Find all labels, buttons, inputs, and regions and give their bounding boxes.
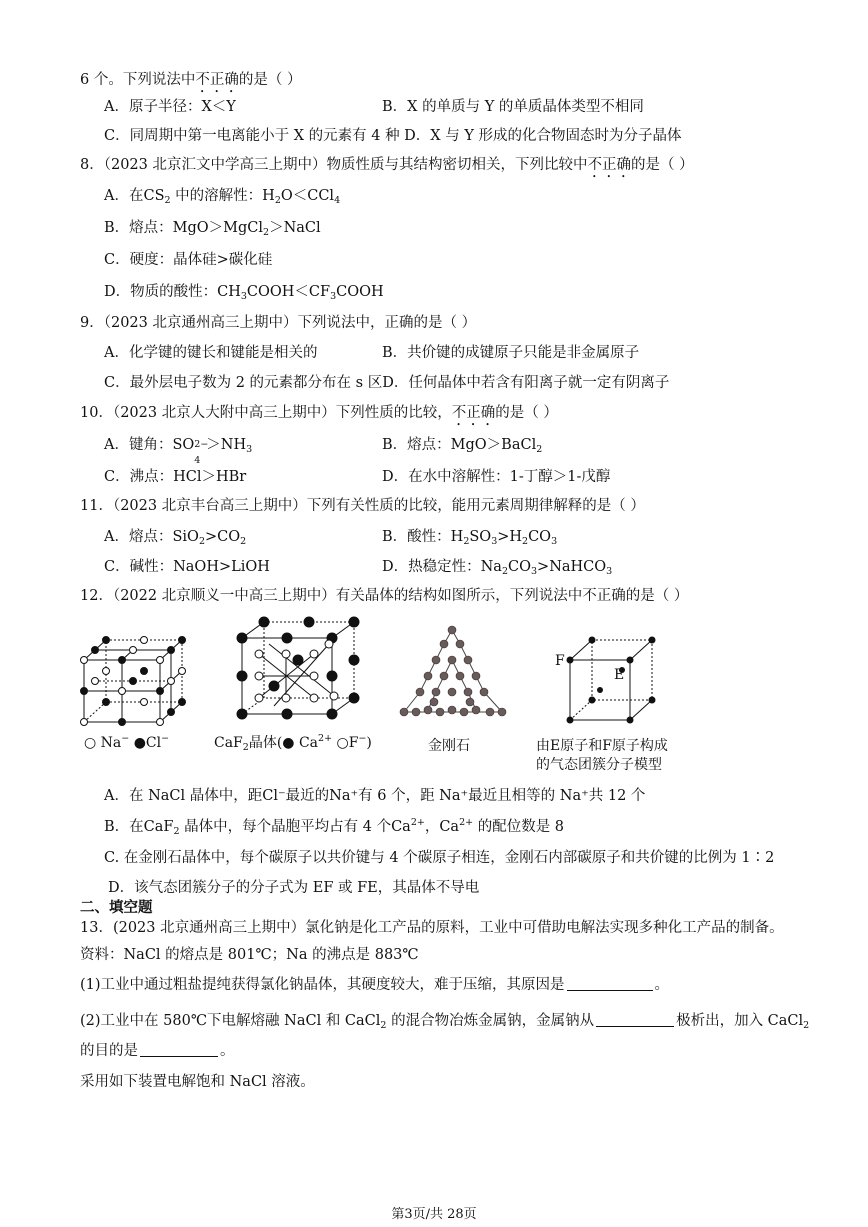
q13-part2: (2)工业中在 580℃下电解熔融 NaCl 和 CaCl$_2$ 的混合物冶炼金属钠，金属钠从 极析出，加入 CaCl$_2$ (80, 1013, 810, 1031)
q12-option-d: D．该气态团簇分子的分子式为 EF 或 FE，其晶体不导电 (108, 880, 480, 896)
answer-blank[interactable] (567, 976, 653, 991)
q11-option-a: A．熔点：$SiO_2>CO_2$ (104, 529, 247, 547)
q7-option-b: B．X 的单质与 Y 的单质晶体类型不相同 (382, 99, 644, 115)
q11-option-c: C．碱性：NaOH>LiOH (104, 559, 270, 575)
caf2-legend: CaF$_2$晶体(● $Ca^{2+}$ ○F−) (214, 733, 372, 753)
q13-part1: (1)工业中通过粗盐提纯获得氯化钠晶体，其硬度较大，难于压缩，其原因是 。 (80, 977, 670, 993)
q9-option-cd: C．最外层电子数为 2 的元素都分布在 s 区D．任何晶体中若含有阳离子就一定有阴离子 (104, 375, 670, 391)
q9-option-b: B．共价键的成键原子只能是非金属原子 (382, 345, 640, 361)
q7-option-cd: C．同周期中第一电离能小于 X 的元素有 4 种 D．X 与 Y 形成的化合物固态时为分子晶体 (104, 128, 682, 144)
page-footer: 第3页/共 28页 (391, 1207, 477, 1222)
q13-stem: 13．(2023 北京通州高三上期中）氯化钠是化工产品的原料，工业中可借助电解法实现多种化工产品的制备。 (80, 920, 784, 936)
diamond-crystal-figure (394, 624, 512, 724)
q13-part3: 采用如下装置电解饱和 NaCl 溶液。 (80, 1074, 315, 1090)
q9-stem: 9．（2023 北京通州高三上期中）下列说法中，正确的是（ ） (80, 315, 477, 331)
cluster-molecule-figure (550, 630, 660, 726)
cluster-caption-1: 由E原子和F原子构成 (536, 738, 668, 754)
q8-option-b: B．熔点：MgO＞MgCl$_2$＞NaCl (104, 220, 321, 238)
answer-blank[interactable] (596, 1012, 674, 1027)
q10-stem: 10．（2023 北京人大附中高三上期中）下列性质的比较，不正确的是（ ） (80, 405, 558, 421)
q10-option-d: D．在水中溶解性：1-丁醇＞1-戊醇 (382, 469, 611, 485)
diamond-caption: 金刚石 (428, 738, 470, 754)
q8-option-c: C．硬度：晶体硅>碳化硅 (104, 252, 273, 268)
q11-option-b: B．酸性：$H_2SO_3>H_2CO_3$ (382, 529, 558, 547)
q11-option-d: D．热稳定性：$Na_2CO_3>NaHCO_3$ (382, 559, 613, 577)
q12-option-b: B．在CaF$_2$ 晶体中，每个晶胞平均占有 4 个$Ca^{2+}$，$Ca^{2+}$ 的配位数是 8 (104, 817, 565, 837)
section-heading: 二、填空题 (80, 899, 153, 916)
q12-option-c: C. 在金刚石晶体中，每个碳原子以共价键与 4 个碳原子相连，金刚石内部碳原子和共价键的比例为 1∶2 (104, 850, 775, 866)
q10-option-a: A．键角：SO 2− 4 $>NH_3$ (104, 437, 253, 466)
nacl-crystal-figure (76, 630, 196, 730)
answer-blank[interactable] (140, 1042, 218, 1057)
cluster-caption-2: 的气态团簇分子模型 (536, 757, 662, 773)
q12-option-a: A．在 NaCl 晶体中，距Cl⁻最近的Na⁺有 6 个，距 Na⁺最近且相等的 Na⁺共 12 个 (104, 788, 646, 804)
q11-stem: 11．（2023 北京丰台高三上期中）下列有关性质的比较，能用元素周期律解释的是（ ） (80, 498, 645, 514)
q7-option-a: A．原子半径：X＜Y (104, 99, 236, 115)
label-f: F (555, 653, 565, 669)
q12-stem: 12．（2022 北京顺义一中高三上期中）有关晶体的结构如图所示，下列说法中不正确的是（ ） (80, 588, 689, 604)
q10-option-c: C．沸点：HCl＞HBr (104, 469, 247, 485)
q13-part2-cont: 的目的是 。 (80, 1043, 235, 1059)
q7-stem-line: 6 个。下列说法中不正确的是（ ） (80, 72, 302, 88)
q8-option-d: D．物质的酸性：$CH_3COOH<CF_3COOH$ (104, 284, 384, 302)
q10-option-b: B．熔点：MgO＞BaCl$_2$ (382, 437, 543, 455)
caf2-crystal-figure (234, 616, 364, 734)
nacl-legend: ○ Na− ●Cl− (84, 733, 170, 751)
label-e: E (614, 667, 625, 683)
q9-option-a: A．化学键的键长和键能是相关的 (104, 345, 318, 361)
q13-data: 资料：NaCl 的熔点是 801℃；Na 的沸点是 883℃ (80, 947, 419, 963)
q8-stem: 8．（2023 北京汇文中学高三上期中）物质性质与其结构密切相关，下列比较中不正确的是（ ） (80, 157, 694, 173)
q8-option-a: A．在$CS_2$ 中的溶解性：$H_2O<CCl_4$ (104, 188, 341, 206)
